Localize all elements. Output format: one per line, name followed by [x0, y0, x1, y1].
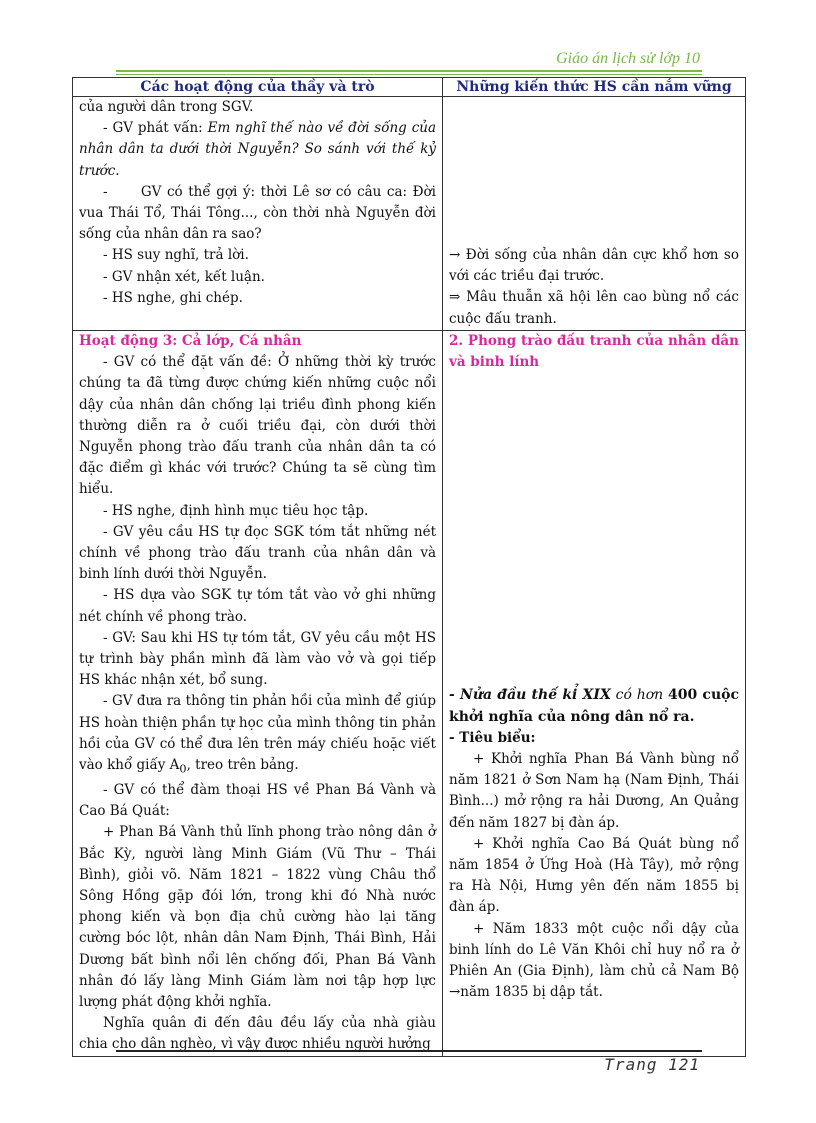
- paragraph: + Năm 1833 một cuộc nổi dậy của binh lính do Lê Văn Khôi chỉ huy nổ ra ở Phiên An (Gia Định), làm chủ cả Nam Bộ →năm 1835 bị dập tắt.: [449, 920, 739, 1001]
- paragraph: [449, 685, 739, 727]
- paragraph: của người dân trong SGV.: [79, 99, 254, 115]
- paragraph: + Khởi nghĩa Cao Bá Quát bùng nổ năm 1854 ở Ứng Hoà (Hà Tây), mở rộng ra Hà Nội, Hưng yên đến năm 1855 bị đàn áp.: [449, 835, 739, 916]
- table-row: [73, 97, 746, 331]
- text-run: - GV đưa ra thông tin phản hồi của mình để giúp HS hoàn thiện phần tự học của mình thông tin phản hồi của GV có thể đưa lên trên máy chiếu hoặc viết vào khổ giấy A: [79, 693, 436, 774]
- paragraph: - HS nghe, ghi chép.: [103, 289, 243, 306]
- text-run: 400: [667, 687, 698, 704]
- footer-rule: [116, 1050, 702, 1052]
- paragraph: [79, 691, 436, 780]
- paragraph: - GV nhận xét, kết luận.: [103, 268, 265, 285]
- paragraph: - GV có thể đàm thoại HS về Phan Bá Vành và Cao Bá Quát:: [79, 781, 436, 820]
- paragraph: - Tiêu biểu:: [449, 729, 536, 746]
- header-title: Giáo án lịch sử lớp 10: [556, 50, 700, 67]
- paragraph: - HS nghe, định hình mục tiêu học tập.: [103, 502, 369, 519]
- text-run: có hơn: [610, 687, 668, 704]
- paragraph: - GV yêu cầu HS tự đọc SGK tóm tắt những nét chính về phong trào đấu tranh của nhân dân và binh lính dưới thời Nguyễn.: [79, 523, 436, 583]
- col2-header: Những kiến thức HS cần nắm vững: [443, 78, 746, 97]
- paragraph: - GV: Sau khi HS tự tóm tắt, GV yêu cầu một HS tự trình bày phần mình đã làm vào vở và gọi tiếp HS khác nhận xét, bổ sung.: [79, 629, 436, 689]
- paragraph: - GV có thể đặt vấn đề: Ở những thời kỳ trước chúng ta đã từng được chứng kiến những cuộc nổi dậy của nhân dân chống lại triều đình phong kiến thường diễn ra ở cuối triều đại, còn dưới thời Nguyễn phong trào đấu tranh của nhân dân ta có đặc điểm gì khác với trước? Chúng ta sẽ cùng tìm hiểu.: [79, 354, 436, 498]
- paragraph: - HS suy nghĩ, trả lời.: [103, 247, 249, 264]
- activity-title: Hoạt động 3: Cả lớp, Cá nhân: [79, 333, 302, 349]
- paragraph: → Đời sống của nhân dân cực khổ hơn so với các triều đại trước.: [449, 247, 739, 285]
- text-run: cuộc khởi nghĩa của nông dân nổ ra.: [449, 687, 739, 725]
- text-run: - GV phát vấn:: [103, 120, 208, 137]
- paragraph: [79, 118, 436, 182]
- header-rule-thin: [116, 74, 702, 75]
- row2-right-cell: [443, 331, 746, 1057]
- paragraph: + Phan Bá Vành thủ lĩnh phong trào nông dân ở Bắc Kỳ, người làng Minh Giám (Vũ Thư – Thái Bình), giỏi võ. Năm 1821 – 1822 vùng Châu thổ Sông Hồng gặp đói lớn, trong khi đó Nhà nước phong kiến và bọn địa chủ cường hào lại tăng cường bóc lột, nhân dân Nam Định, Thái Bình, Hải Dương bất bình nổi lên chống đối, Phan Bá Vành nhân đó lấy làng Minh Giám làm nơi tập hợp lực lượng phát động khởi nghĩa.: [79, 824, 436, 1010]
- text-run: - Nửa đầu thế kỉ XIX: [449, 687, 611, 704]
- header-rule: [116, 70, 702, 72]
- section-title: 2. Phong trào đấu tranh của nhân dân và binh lính: [449, 333, 739, 371]
- page-number: Trang 121: [604, 1055, 700, 1074]
- row1-left-cell: [73, 97, 443, 331]
- subscript: 0: [179, 762, 187, 776]
- col1-header: Các hoạt động của thầy và trò: [73, 78, 443, 97]
- text-run: , treo trên bảng.: [186, 757, 299, 774]
- paragraph: - GV có thể gợi ý: thời Lê sơ có câu ca: Đời vua Thái Tổ, Thái Tông..., còn thời nhà Nguyễn đời sống của nhân dân ra sao?: [79, 183, 441, 243]
- question-text: Em nghĩ thế nào về đời sống của nhân dân ta dưới thời Nguyễn? So sánh với thế kỷ trước.: [79, 120, 437, 179]
- paragraph: ⇒ Mâu thuẫn xã hội lên cao bùng nổ các cuộc đấu tranh.: [449, 289, 739, 327]
- table-header-row: [73, 78, 746, 97]
- table-row: [73, 331, 746, 1057]
- paragraph: + Khởi nghĩa Phan Bá Vành bùng nổ năm 1821 ở Sơn Nam hạ (Nam Định, Thái Bình...) mở rộng ra hải Dương, An Quảng đến năm 1827 bị đàn áp.: [449, 751, 739, 831]
- row2-left-cell: [73, 331, 443, 1057]
- paragraph: Nghĩa quân đi đến đâu đều lấy của nhà giàu chia cho dân nghèo, vì vậy được nhiều người hưởng: [79, 1015, 436, 1053]
- row1-right-cell: [443, 97, 746, 331]
- paragraph: - HS dựa vào SGK tự tóm tắt vào vở ghi những nét chính về phong trào.: [79, 587, 436, 625]
- lesson-table: [72, 77, 746, 1057]
